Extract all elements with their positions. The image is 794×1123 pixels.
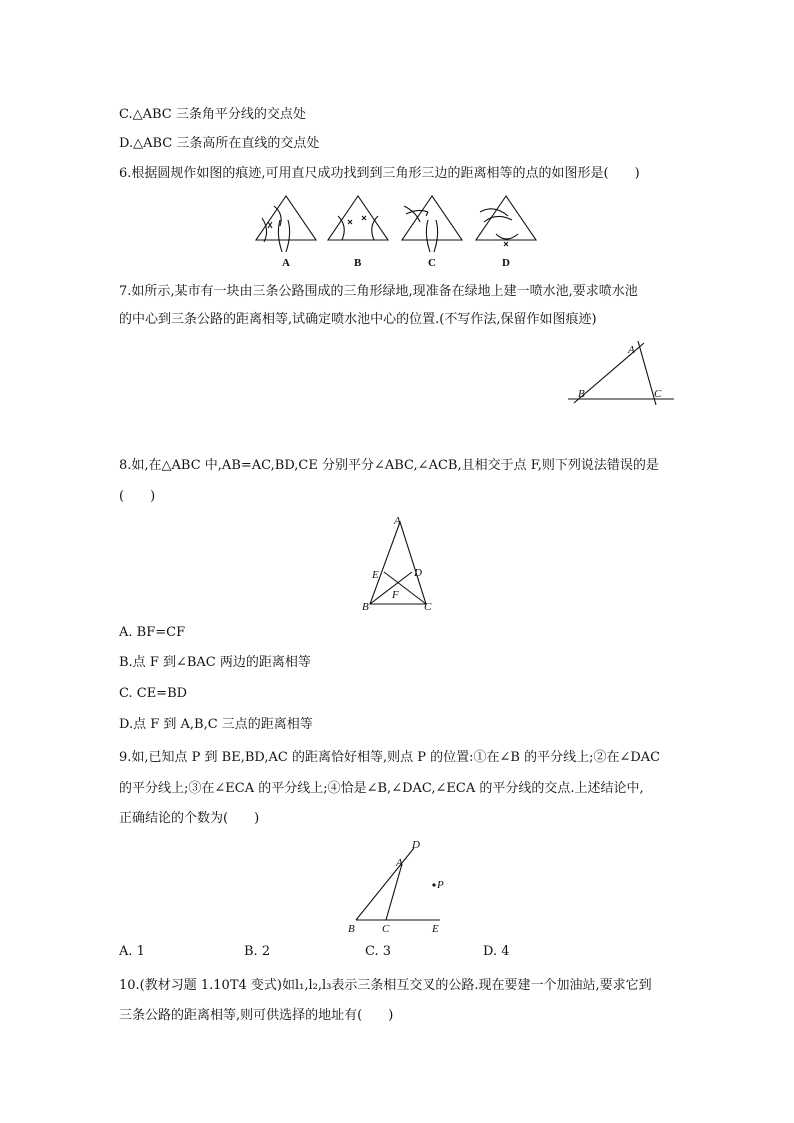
q9-label-p: P [437,879,444,891]
q8-label-c: C [424,601,432,613]
q6-figure [250,190,550,272]
q10-stem-line1: 10.(教材习题 1.10T4 变式)如l₁,l₂,l₃表示三条相互交叉的公路.现在要建一个加油站,要求它到 [119,978,652,993]
q8-label-a: A [394,515,401,527]
q8-option-b: B.点 F 到∠BAC 两边的距离相等 [119,655,311,670]
q5-option-c: C.△ABC 三条角平分线的交点处 [119,107,306,122]
q9-label-a: A [396,857,403,869]
q6-triangle-c [402,196,462,252]
q9-label-c: C [382,923,390,935]
q7-label-a: A [628,344,635,356]
q6-stem: 6.根据圆规作如图的痕迹,可用直尺成功找到到三角形三边的距离相等的点的如图形是( ) [119,166,640,181]
q7-label-c: C [654,388,662,400]
q7-stem-line1: 7.如所示,某市有一块由三条公路围成的三角形绿地,现准备在绿地上建一喷水池,要求喷水池 [119,284,638,299]
q8-label-f: F [392,589,399,601]
q6-label-d: D [502,257,510,269]
q6-triangle-a [256,196,316,252]
q8-label-b: B [362,601,369,613]
q8-label-d: D [414,567,422,579]
q9-label-e: E [432,923,439,935]
q9-label-d: D [412,839,420,851]
q9-label-b: B [348,923,355,935]
q7-stem-line2: 的中心到三条公路的距离相等,试确定喷水池中心的位置.(不写作法,保留作如图痕迹) [119,312,597,327]
q9-stem-line1: 9.如,已知点 P 到 BE,BD,AC 的距离恰好相等,则点 P 的位置:①在∠B 的平分线上;②在∠DAC [119,750,661,765]
q8-stem-line2: ( ) [119,489,156,504]
q8-option-a: A. BF=CF [119,625,186,640]
q9-option-b: B. 2 [244,944,271,959]
q9-stem-line3: 正确结论的个数为( ) [119,811,260,826]
q9-figure [340,838,460,936]
q8-stem-line1: 8.如,在△ABC 中,AB=AC,BD,CE 分别平分∠ABC,∠ACB,且相交于点 F,则下列说法错误的是 [119,458,659,473]
q6-label-a: A [282,257,290,269]
q6-triangle-d [476,196,536,246]
q6-label-b: B [354,257,362,269]
q10-stem-line2: 三条公路的距离相等,则可供选择的地址有( ) [119,1008,394,1023]
q9-option-d: D. 4 [483,944,510,959]
q9-option-a: A. 1 [119,944,145,959]
q8-label-e: E [372,569,379,581]
q9-option-c: C. 3 [365,944,392,959]
q8-option-c: C. CE=BD [119,686,188,701]
q8-figure [360,512,440,612]
q9-stem-line2: 的平分线上;③在∠ECA 的平分线上;④恰是∠B,∠DAC,∠ECA 的平分线的交点.上述结论中, [119,781,644,796]
q9-options [119,944,679,962]
q5-option-d: D.△ABC 三条高所在直线的交点处 [119,136,320,151]
q6-triangle-b [328,196,388,240]
q7-figure [560,335,680,407]
q7-label-b: B [578,388,585,400]
q8-option-d: D.点 F 到 A,B,C 三点的距离相等 [119,717,313,732]
q6-label-c: C [428,257,436,269]
q9-point-p [432,883,435,886]
